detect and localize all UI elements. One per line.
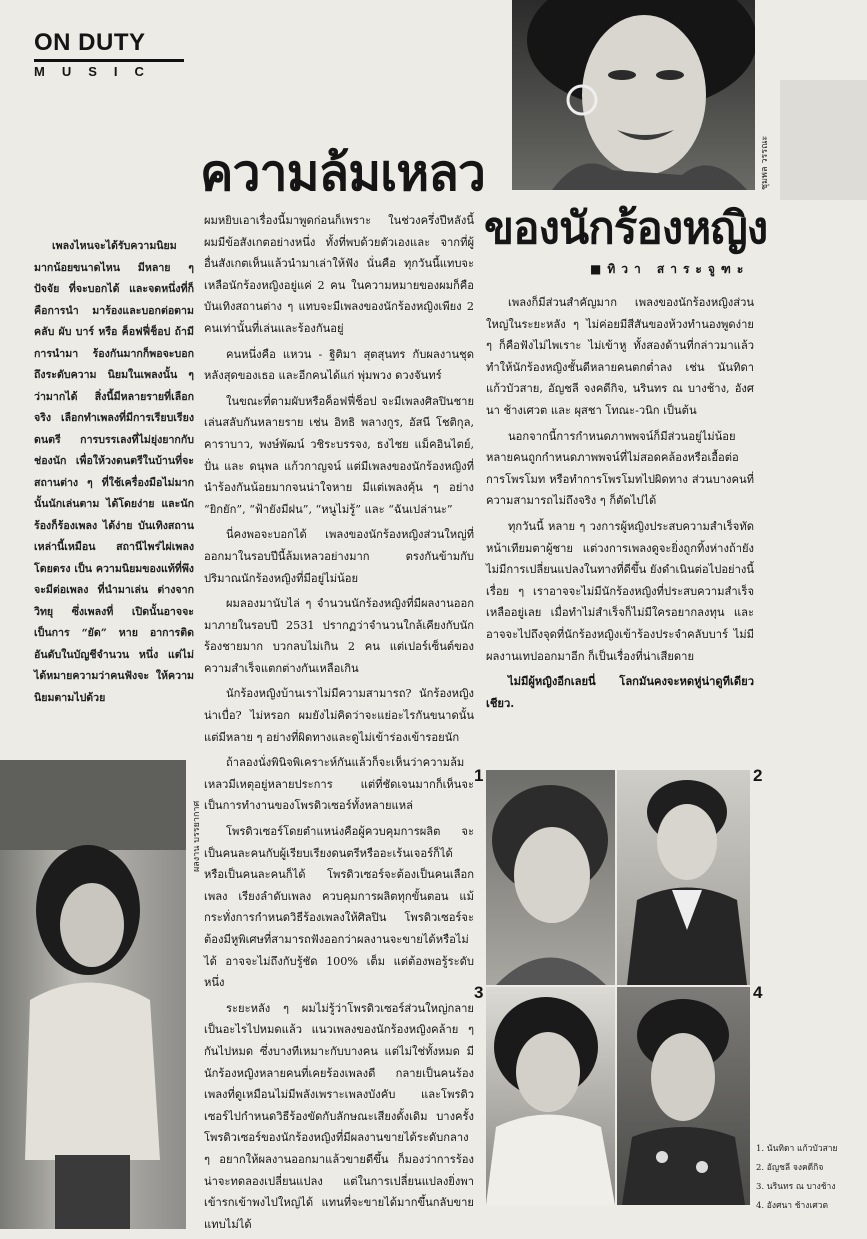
singer-portrait-photo [512, 0, 755, 190]
photo-number-2: 2 [753, 766, 763, 785]
article-paragraph: ทุกวันนี้ หลาย ๆ วงการผู้หญิงประสบความสำเร็จทัดหน้าเทียมตาผู้ชาย แต่วงการเพลงดูจะยิ่งถูกทิ้งห่างถ้ายังไม่มีการเปลี่ยนแปลงในทางที่ดีขึ้น ยังดำเนินต่อไปอย่างนี้เรื่อย ๆ เราอาจจะไม่มีนักร้องหญิงที่ประสบความสำเร็จเหลืออยู่เลย เมื่อทำไม่สำเร็จก็ไม่มีใครอยากลงทุน และอาจจะไปถึงจุดที่นักร้องหญิงเข้าร้องประจำคลับบาร์ ไม่มีผลงานเทปออกมาอีก ก็เป็นเรื่องที่น่าเสียดาย [486, 519, 754, 663]
article-paragraph: ในขณะที่ตามผับหรือค็อฟฟี่ช็อป จะมีเพลงศิลปินชายเล่นสลับกันหลายราย เช่น อิทธิ พลางกูร, อัสนี โชติกุล, คาราบาว, พงษ์พัฒน์ วชิระบรรจง, ธงไชย แม็คอินไตย์, ปั่น และ ดนุพล แก้วกาญจน์ แต่มีเพลงของนักร้องหญิงที่นำร้องกันน้อยมากจนน่าใจหาย มีแต่เพลงคุ้น ๆ อย่าง “ยิกยัก”, “ฟ้ายังมีฝน”, “หนูไม่รู้” และ “ฉันเปล่านะ” [204, 394, 474, 516]
singer-photo-2 [617, 770, 750, 985]
photo-1-illustration [486, 770, 615, 985]
masthead-title: ON DUTY [34, 29, 146, 56]
headline-line2: ของนักร้องหญิง [484, 203, 768, 254]
photo-number-3: 3 [474, 983, 484, 1002]
sidebar-paragraph: เพลงไหนจะได้รับความนิยม มากน้อยขนาดไหน มีหลาย ๆ ปัจจัย ที่จะบอกได้ และจดหนึ่งที่ก็คือการนำ มาร้องและบอกต่อตามคลับ ผับ บาร์ หรือ ค็อฟฟี่ช็อป ถ้ามีการนำมา ร้องกันมากก็พอจะบอกถึงระดับความ นิยมในเพลงนั้น ๆ ว่ามากได้ สิ่งนี้มีหลายรายที่เลือกจริง เลือกทำเพลงที่มีการเรียบเรียงดนตรี การบรรเลงที่ไม่ยุ่งยากกับช่องนัก เพื่อให้วงดนตรีในบ้านที่จะสถานต่าง ๆ ที่ใช้เครื่องมือไม่มากนั้นนักเล่นตาม ได้โดยง่าย และนักร้องก็ร้องเพลง ได้ง่าย บันเทิงสถานเหล่านี้เหมือน สถานีไพร่ไผ่เพลงโดยตรง เป็น ความนิยมของแท้ที่พึงจะมีต่อเพลง ที่นำมาเล่น ต่างจากวิทยุ ซึ่งเพลงที่ เปิดนั้นอาจจะเป็นการ “ยัด” หาย อาการติดอันดับในบัญชีจำนวน หนึ่ง แต่ไม่ได้หมายความว่าคนฟังจะ ให้ความนิยมตามไปด้วย [34, 240, 194, 704]
article-paragraph: นักร้องหญิงบ้านเราไม่มีความสามารถ? นักร้องหญิงน่าเบื่อ? ไม่หรอก ผมยังไม่คิดว่าจะแย่อะไรกันขนาดนั้น แต่มีหลาย ๆ อย่างที่ผิดทางและดูไม่เข้าร่องเข้ารอยนัก [204, 687, 474, 744]
article-paragraph: ผมหยิบเอาเรื่องนี้มาพูดก่อนก็เพราะ ในช่วงครึ่งปีหลังนี้ผมมีข้อสังเกตอย่างหนึ่ง ทั้งที่พบด้วยตัวเองและ จากที่ผู้อื่นสังเกตเห็นแล้วนำมาเล่าให้ฟัง นั่นคือ ทุกวันนี้แทบจะเหลือนักร้องหญิงอยู่แค่ 2 คน ในความหมายของผมก็คือ บันเทิงสถานต่าง ๆ แทบจะมีเพลงของนักร้องหญิงเพียง 2 คนเท่านั้นที่เล่นและร้องกันอยู่ [204, 214, 474, 335]
article-paragraph: นี่คงพอจะบอกได้ เพลงของนักร้องหญิงส่วนใหญ่ที่ออกมาในรอบปีนี้ล้มเหลวอย่างมาก ตรงกันข้ามกับปริมาณนักร้องหญิงที่มีอยู่ไม่น้อย [204, 528, 474, 585]
photo-number-4: 4 [753, 983, 763, 1002]
background-shape [780, 80, 867, 200]
standing-illustration [0, 760, 186, 1229]
masthead-rule [34, 59, 184, 62]
caption-1: 1. นันทิดา แก้วบัวสาย [756, 1144, 838, 1154]
article-column-1 [204, 210, 474, 1239]
caption-3: 3. นรินทร ณ บางช้าง [756, 1182, 836, 1192]
article-paragraph: ผมลองมานับไล่ ๆ จำนวนนักร้องหญิงที่มีผลงานออกมาภายในรอบปี 2531 ปรากฏว่าจำนวนใกล้เคียงกับนักร้องชายมาก บวกลบไม่เกิน 2 คน แต่เปอร์เซ็นต์ของความสำเร็จแตกต่างกันเหลือเกิน [204, 597, 474, 675]
article-paragraph: ระยะหลัง ๆ ผมไม่รู้ว่าโพรดิวเซอร์ส่วนใหญ่กลายเป็นอะไรไปหมดแล้ว แนวเพลงของนักร้องหญิงคล้าย ๆ กันไปหมด ซึ่งบางทีเหมาะกับบางคน แต่ไม่ใช่ทั้งหมด มีนักร้องหญิงหลายคนที่เคยร้องเพลงดี กลายเป็นคนร้องเพลงที่ดูเหมือนไม่มีพลังเพราะเพลงบังคับ และโพรดิวเซอร์ไปกำหนดวิธีร้องขัดกับลักษณะเสียงดั้งเดิม บางครั้งโพรดิวเซอร์ของนักร้องหญิงที่มีผลงานขายได้ระดับกลาง ๆ อยากให้ผลงานออกมาแล้วขายดีขึ้น ก็มองว่าการร้องน่าจะทดลองเปลี่ยนแปลง แต่ในการเปลี่ยนแปลงยิ่งพาเข้ารกเข้าพงไปใหญ่ได้ แทนที่จะขายได้มากขึ้นกลับขายแทบไม่ได้ [204, 1001, 474, 1231]
masthead [34, 30, 184, 79]
photo-4-illustration [617, 987, 750, 1205]
singer-photo-3 [486, 987, 615, 1205]
singer-standing-photo [0, 760, 186, 1229]
masthead-subtitle: MUSIC [34, 64, 161, 79]
singer-photo-4 [617, 987, 750, 1205]
sidebar-text-block [34, 236, 194, 709]
photo-captions [756, 1140, 864, 1216]
caption-2: 2. อัญชลี จงคดีกิจ [756, 1163, 824, 1173]
headline-line1: ความล้มเหลว [200, 144, 485, 202]
byline: ■ทิวา สาระจูฑะ [590, 262, 750, 276]
singer-photo-1 [486, 770, 615, 985]
portrait-illustration [512, 0, 755, 190]
article-paragraph: เพลงก็มีส่วนสำคัญมาก เพลงของนักร้องหญิงส่วนใหญ่ในระยะหลัง ๆ ไม่ค่อยมีสีสันของห้วงทำนองพูดง่าย ๆ ก็คือฟังไม่ไพเราะ ไม่เข้าหู ทั้งสองด้านที่กล่าวมาแล้วทำให้นักร้องหญิงชั้นดีหลายคนตกต่ำลง เช่น นันทิดา แก้วบัวสาย, อัญชลี จงคดีกิจ, นรินทร ณ บางช้าง, อังศนา ช้างเศวต และ ผุสชา โทณะ-วนิก เป็นต้น [486, 296, 754, 417]
photo-3-illustration [486, 987, 615, 1205]
article-closing-paragraph: ไม่มีผู้หญิงอีกเลยนี่ โลกมันคงจะหดหู่น่าดูทีเดียวเชียว. [486, 674, 754, 710]
article-paragraph: ถ้าลองนั่งพินิจพิเคราะห์กันแล้วก็จะเห็นว่าความล้มเหลวมีเหตุอยู่หลายประการ แต่ที่ชัดเจนมากก็เห็นจะเป็นการทำงานของโพรดิวเซอร์ทั้งหลายแหล่ [204, 756, 474, 813]
article-paragraph: นอกจากนี้การกำหนดภาพพจน์ก็มีส่วนอยู่ไม่น้อย หลายคนถูกกำหนดภาพพจน์ที่ไม่สอดคล้องหรือเอื้อต่อการโพรโมท หรือทำการโพรโมทไปผิดทาง ส่วนบางคนที่ความสามารถไม่ถึงจริง ๆ ก็ตัดไปได้ [486, 429, 754, 508]
photo-2-illustration [617, 770, 750, 985]
top-photo-credit: ชุมพล วรรณะ [760, 135, 770, 190]
article-column-2 [486, 292, 754, 718]
article-paragraph: คนหนึ่งคือ แหวน - ฐิติมา สุตสุนทร กับผลงานชุดหลังสุดของเธอ และอีกคนได้แก่ พุ่มพวง ดวงจันทร์ [204, 347, 474, 383]
caption-4: 4. อังศนา ช้างเศวต [756, 1201, 829, 1211]
article-paragraph: โพรดิวเซอร์โดยตำแหน่งคือผู้ควบคุมการผลิต จะเป็นคนละคนกับผู้เรียบเรียงดนตรีหรืออะเร้นเจอร์ก็ได้ หรือเป็นคนละคนก็ได้ โพรดิวเซอร์จะต้องเป็นคนเลือกเพลง เรียงลำดับเพลง ควบคุมการผลิตทุกขั้นตอน แม้กระทั่งการกำหนดวิธีร้องเพลงให้ศิลปิน โพรดิวเซอร์จะต้องมีหูพิเศษที่สามารถฟังออกว่าผลงานจะขายได้หรือไม่ได้ อาจจะไม่ถึงกับรู้ชัด 100% เต็ม แต่ต้องพอรู้ระดับหนึ่ง [204, 825, 474, 990]
photo-number-1: 1 [474, 766, 484, 785]
left-photo-credit: ผลงาน บรรยากาศ [192, 800, 202, 872]
